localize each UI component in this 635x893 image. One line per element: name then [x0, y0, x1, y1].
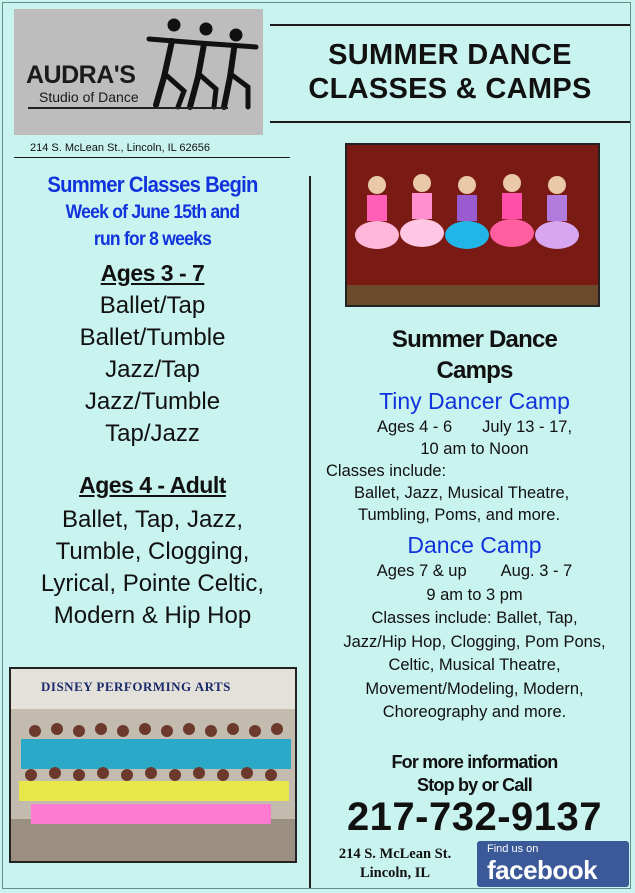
camps-section	[318, 324, 631, 725]
phone-number: 217-732-9137	[346, 795, 603, 839]
ages-3-7-section	[0, 260, 305, 450]
disney-banner: DISNEY PERFORMING ARTS	[41, 679, 231, 694]
dance-camp-include-3: Celtic, Musical Theatre,	[388, 656, 561, 674]
top-address: 214 S. McLean St., Lincoln, IL 62656	[30, 142, 210, 154]
tiny-camp-include-label: Classes include:	[326, 462, 447, 480]
tutu-dancers-image	[347, 145, 598, 305]
logo-name: AUDRA'S	[26, 61, 136, 89]
headline-rule-bottom	[270, 121, 630, 123]
tiny-camp-title: Tiny Dancer Camp	[379, 388, 570, 414]
logo-underline	[28, 107, 228, 109]
bottom-address-line-1: 214 S. McLean St.	[338, 846, 452, 862]
class-item: Tumble, Clogging,	[55, 538, 250, 565]
dance-camp-include-1: Classes include: Ballet, Tap,	[371, 609, 578, 627]
class-item: Tap/Jazz	[105, 420, 200, 447]
tiny-camp-include-2: Tumbling, Poms, and more.	[358, 506, 561, 524]
ages-4-adult-list	[0, 504, 305, 632]
dance-camp-include-4: Movement/Modeling, Modern,	[365, 679, 584, 698]
group-photo	[9, 667, 297, 863]
tutu-dancers-photo	[345, 143, 600, 307]
ages-3-7-heading: Ages 3 - 7	[100, 260, 205, 286]
intro-line-2: Week of June 15th and	[65, 202, 240, 223]
tiny-camp-dates: July 13 - 17,	[482, 418, 573, 436]
facebook-logo-text: facebook	[487, 855, 598, 885]
class-item: Ballet, Tap, Jazz,	[62, 506, 243, 533]
bottom-address	[320, 845, 470, 883]
dance-camp-dates: Aug. 3 - 7	[500, 562, 573, 580]
class-item: Modern & Hip Hop	[53, 602, 252, 629]
tiny-camp-time: 10 am to Noon	[420, 440, 529, 458]
title-line-2: CLASSES & CAMPS	[308, 73, 592, 105]
camps-heading-2: Camps	[436, 357, 513, 384]
dancers-logo-icon	[144, 17, 259, 112]
title-line-1: SUMMER DANCE	[328, 39, 572, 71]
dance-camp-ages-dates	[318, 560, 631, 584]
class-item: Lyrical, Pointe Celtic,	[40, 570, 265, 597]
dance-camp-include-2: Jazz/Hip Hop, Clogging, Pom Pons,	[343, 632, 606, 651]
contact-info-1: For more information	[391, 752, 558, 772]
ages-4-adult-heading: Ages 4 - Adult	[79, 472, 226, 498]
dance-camp-ages: Ages 7 & up	[376, 562, 467, 580]
facebook-badge[interactable]	[477, 841, 629, 887]
contact-info-2: Stop by or Call	[416, 775, 532, 795]
dance-camp-details	[318, 560, 631, 725]
column-divider	[309, 176, 311, 888]
tiny-camp-details	[318, 416, 631, 526]
tiny-camp-include-1: Ballet, Jazz, Musical Theatre,	[354, 484, 570, 502]
ages-3-7-list	[0, 290, 305, 450]
class-item: Ballet/Tap	[99, 292, 206, 319]
headline-rule-top	[270, 24, 630, 26]
address-rule	[14, 157, 290, 158]
tiny-camp-ages: Ages 4 - 6	[376, 418, 453, 436]
studio-logo	[14, 9, 263, 135]
camps-heading-1: Summer Dance	[391, 326, 558, 353]
class-item: Jazz/Tap	[105, 356, 200, 383]
intro-line-3: run for 8 weeks	[93, 229, 212, 250]
logo-subtitle: Studio of Dance	[39, 89, 139, 105]
contact-section	[318, 751, 631, 797]
dance-camp-title: Dance Camp	[407, 532, 542, 558]
intro-line-1: Summer Classes Begin	[47, 172, 258, 197]
ages-4-adult-section	[0, 472, 305, 632]
group-photo-image	[11, 669, 295, 861]
facebook-find-label: Find us on	[487, 843, 539, 855]
page-title	[270, 38, 630, 106]
bottom-address-line-2: Lincoln, IL	[359, 865, 431, 881]
summer-classes-intro	[0, 170, 305, 253]
class-item: Jazz/Tumble	[84, 388, 221, 415]
dance-camp-include-5: Choreography and more.	[382, 703, 567, 721]
class-item: Ballet/Tumble	[79, 324, 226, 351]
dance-camp-time: 9 am to 3 pm	[426, 585, 523, 604]
tiny-camp-ages-dates	[318, 416, 631, 438]
